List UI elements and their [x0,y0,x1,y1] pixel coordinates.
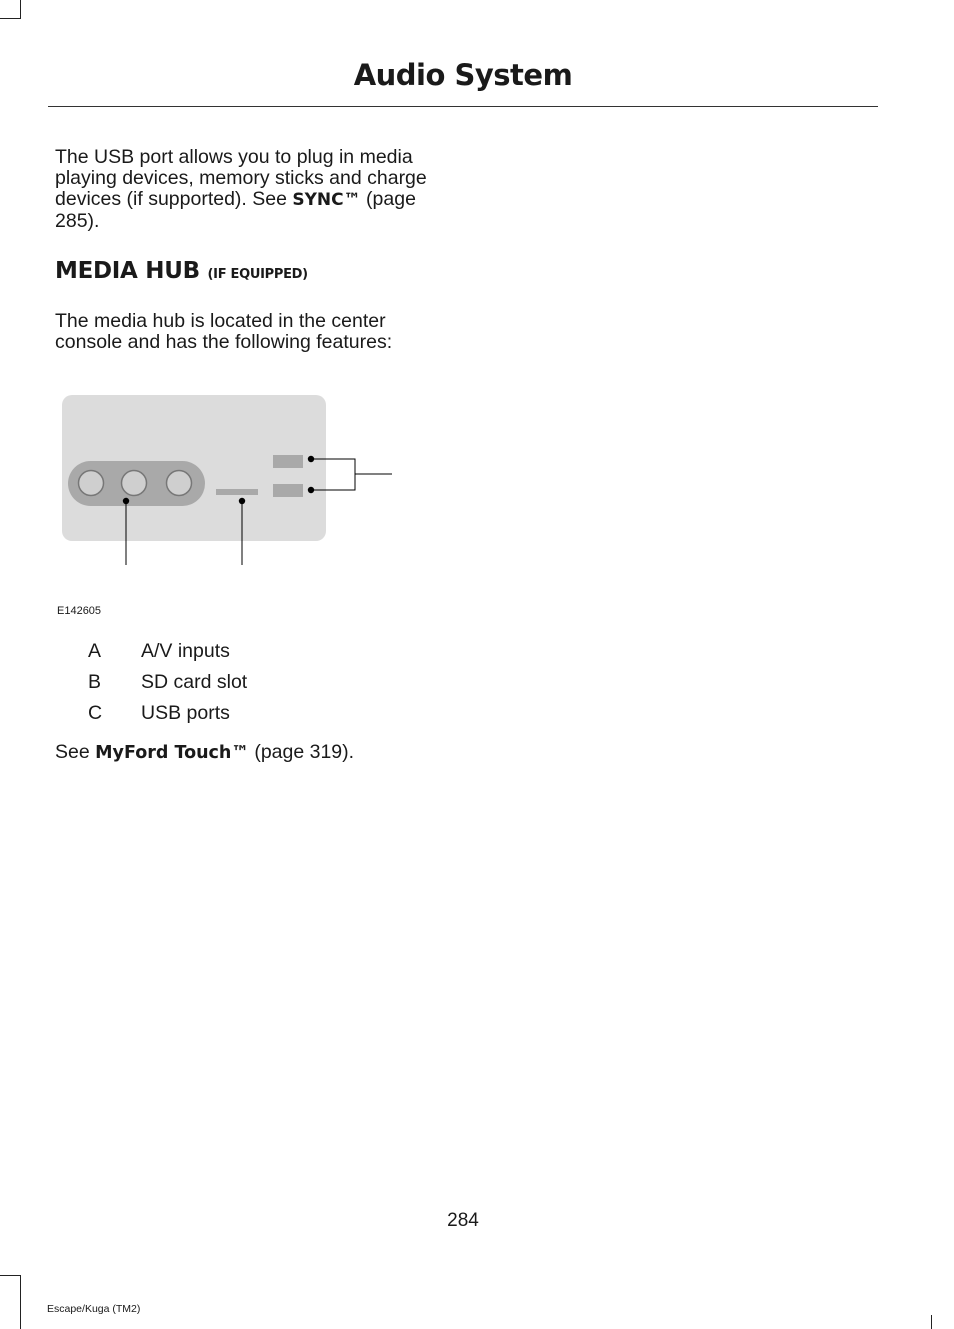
usb-intro-paragraph [55,147,450,232]
sd-card-slot [216,489,258,495]
crop-mark-top-left-v [20,0,21,19]
section-heading-title: MEDIA HUB [55,258,200,284]
usb-port-2 [273,484,303,497]
usb-port-1 [273,455,303,468]
legend-key-b: B [88,671,102,693]
legend-text-a: A/V inputs [141,640,230,662]
footer-model: Escape/Kuga (TM2) [47,1303,141,1315]
sync-reference-link[interactable]: SYNC™ [292,190,361,210]
crop-mark-top-left-h [0,18,20,19]
crop-mark-bottom-left-h [0,1275,20,1276]
legend-text-b: SD card slot [141,671,248,693]
sync-page-ref: (page 285). [55,188,416,232]
page-number: 284 [447,1210,479,1231]
crop-mark-bottom-left-v [20,1275,21,1329]
title-divider [48,106,878,107]
av-jack-2 [122,471,147,496]
legend-key-a: A [88,640,102,662]
legend-key-c: C [88,702,103,724]
see-also-prefix: See [55,741,96,763]
legend-text-c: USB ports [141,702,230,724]
see-also-suffix: (page 319). [248,741,355,763]
av-jack-1 [79,471,104,496]
page-title: Audio System [353,58,573,92]
see-also-line [55,741,354,764]
crop-mark-bottom-right-v [931,1315,932,1329]
usb-intro-text: The USB port allows you to plug in media playing devices, memory sticks and charge devices (if supported). See [55,146,427,210]
myford-touch-reference-link[interactable]: MyFord Touch™ [95,743,249,763]
section-heading [55,258,308,284]
figure-id: E142605 [57,605,102,617]
av-jack-3 [167,471,192,496]
media-hub-description: The media hub is located in the center console and has the following features: [55,310,393,353]
media-hub-diagram [55,390,400,570]
section-heading-qualifier: (IF EQUIPPED) [207,267,308,282]
